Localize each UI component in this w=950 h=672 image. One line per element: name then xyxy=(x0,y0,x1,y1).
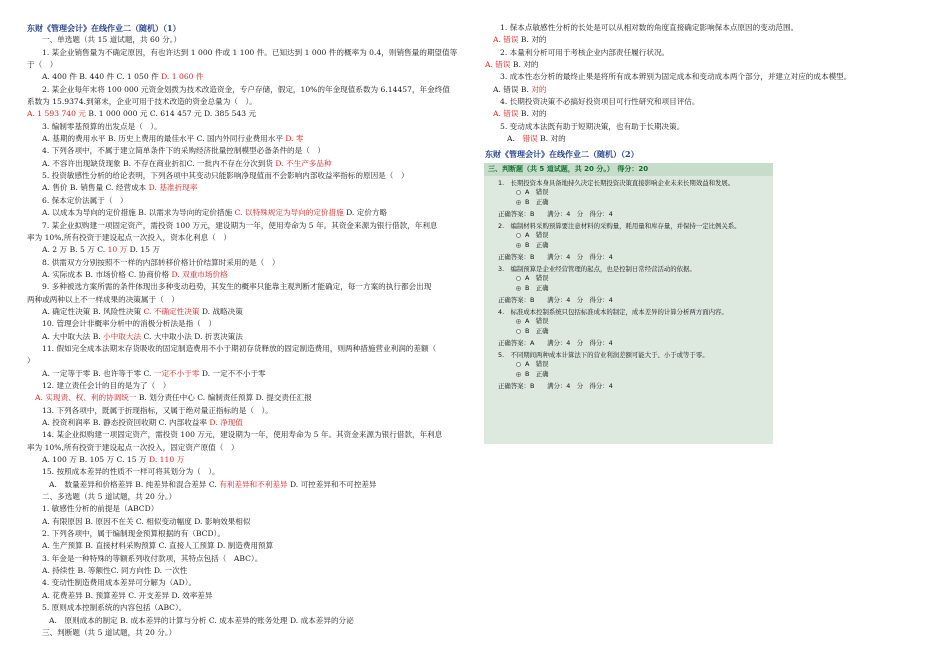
line-text: 12. 建立责任会计的目的是为了（ ） xyxy=(42,380,171,390)
text-line xyxy=(27,602,467,614)
line-text: A. 花费差异 B. 预算差异 C. 开支差异 D. 效率差异 xyxy=(42,590,213,600)
text-line xyxy=(27,318,467,330)
right-column xyxy=(485,22,905,161)
text-line xyxy=(27,503,467,515)
text-line xyxy=(27,34,467,46)
text-line xyxy=(485,108,905,120)
text-line xyxy=(27,121,467,133)
line-text: 率为 10%,所有投资于建设起点一次投入，固定资产原值（ ） xyxy=(27,442,239,452)
text-line xyxy=(485,47,905,59)
line-text: 1. 某企业销售量为不确定原因，有也许达到 1 000 件或 1 100 件。已知达到 1 000 件的概率为 0.4，则销售量的期望值等 xyxy=(42,47,458,57)
answer-highlight: A. 错误 xyxy=(493,109,519,119)
line-text: 三、判断题（共 5 道试题，共 20 分。） xyxy=(42,627,177,637)
line-text: A. 投资利润率 B. 静态投资回收期 C. 内部收益率 xyxy=(42,418,210,427)
text-line xyxy=(27,417,467,429)
line-text: 13. 下列各项中，既属于折现指标，又属于绝对量正指标的是（ ）。 xyxy=(42,405,273,415)
text-line xyxy=(27,244,467,256)
line-text: A. 实际成本 B. 市场价格 C. 协商价格 xyxy=(42,269,172,279)
answer-option-b[interactable] xyxy=(498,284,767,294)
question-text: 5. 不同期间两种成本计算法下的营业利润差额可能大于、小于或等于零。 xyxy=(498,351,709,359)
quiz-question xyxy=(484,219,773,262)
line-text-after: D. 战略决策 xyxy=(199,306,243,316)
answer-option-b[interactable] xyxy=(498,241,767,251)
answer-highlight: 对的 xyxy=(531,84,547,94)
line-text: A. 原则成本的制定 B. 成本差异的计算与分析 C. 成本差异的账务处理 D. 成本差异的分泌 xyxy=(49,615,354,625)
line-text: A. 错误 B. xyxy=(493,84,532,94)
quiz-question xyxy=(484,262,773,305)
line-text: 2. 某企业每年末将 100 000 元资金划拨为技术改造资金，专户存储，假定，10%的年金现值系数为 6.14457，年金终值 xyxy=(42,84,450,94)
line-text: 7. 某企业拟购建一项固定资产，需投资 100 万元，建设期为一年，使用寿命为 5 年。其资金来源为银行借款，年利息 xyxy=(42,220,438,230)
answer-option-a[interactable] xyxy=(498,274,767,284)
text-line xyxy=(27,306,467,318)
answer-option-a[interactable] xyxy=(498,317,767,327)
option-label: A 错误 xyxy=(525,231,549,239)
radio-button-icon[interactable] xyxy=(516,362,521,367)
text-line xyxy=(27,108,467,120)
text-line xyxy=(27,281,467,293)
line-text: 6. 保本定价法属于（ ） xyxy=(42,195,128,205)
answer-highlight: D. 净现值 xyxy=(209,418,243,427)
text-line xyxy=(27,96,467,108)
text-line xyxy=(27,540,467,552)
line-text: 10. 管理会计非概率分析中的消极分析法是指（ ） xyxy=(42,319,216,329)
correct-answer-line: 正确答案：B 满分：4 分 得分：4 xyxy=(498,253,613,261)
text-line xyxy=(27,331,467,343)
text-line xyxy=(27,47,467,59)
answer-highlight: A. 实现责、权、利的协调统一 xyxy=(35,393,137,403)
line-text: 于（ ） xyxy=(27,60,58,70)
answer-highlight: 错误 xyxy=(522,134,538,144)
text-line xyxy=(27,71,467,83)
text-line xyxy=(27,294,467,306)
text-line xyxy=(27,158,467,170)
line-text: 一、单选题（共 15 道试题，共 60 分。） xyxy=(42,35,182,45)
answer-highlight: A. 错误 xyxy=(485,60,511,70)
text-line xyxy=(27,170,467,182)
text-line xyxy=(27,343,467,355)
text-line xyxy=(27,257,467,269)
left-column xyxy=(27,22,467,639)
text-line xyxy=(27,232,467,244)
line-text: A. 100 万 B. 105 万 C. 15 万 xyxy=(42,455,150,465)
line-text-after: D. 15 万 xyxy=(127,245,160,255)
text-line xyxy=(485,96,905,108)
text-line xyxy=(27,454,467,466)
line-text: A. 2 万 B. 5 万 C. xyxy=(42,245,108,255)
line-text-after: D. 可控差异和不可控差异 xyxy=(287,479,377,489)
text-line xyxy=(27,577,467,589)
answer-highlight: C. 以特殊规定为导向的定价措施 xyxy=(234,208,344,218)
correct-answer-line: 正确答案：B 满分：4 分 得分：4 xyxy=(498,382,613,390)
answer-option-a[interactable] xyxy=(498,188,767,198)
line-text: 11. 假如完全成本法期末存货吸收的固定制造费用不小于期初存货释放的固定制造费用，则两种措施营业利润的差额（ xyxy=(42,343,437,353)
text-line xyxy=(27,627,467,639)
answer-highlight: D. 双重市场价格 xyxy=(171,269,228,279)
text-line xyxy=(27,269,467,281)
answer-option-b[interactable] xyxy=(498,370,767,380)
line-text: 15. 按照成本差异的性质不一样可将其划分为（ ）。 xyxy=(42,467,220,477)
line-text: A. 大中取大法 B. xyxy=(42,331,104,341)
line-text: 4. 下列各项中，不属于建立简单条件下的采购经济批量控制模型必备条件的是（ ） xyxy=(42,146,326,156)
text-line xyxy=(485,59,905,71)
radio-button-icon[interactable] xyxy=(516,372,521,377)
document-title-2: 东财《管理会计》在线作业二（随机）（2） xyxy=(485,149,639,160)
question-text: 2. 编制材料采购预算要注意材料的采购量，耗用量和库存量，并保持一定比例关系。 xyxy=(498,222,741,230)
radio-button-icon[interactable] xyxy=(516,190,521,195)
quiz-question xyxy=(484,305,773,348)
answer-highlight: 一定不小于零 xyxy=(153,368,200,378)
answer-highlight: A. 错误 xyxy=(493,35,519,45)
radio-button-icon[interactable] xyxy=(516,276,521,281)
answer-highlight: 有利差异和不利差异 xyxy=(219,479,288,489)
quiz-panel-header: 三、判断题（共 5 道试题，共 20 分。） 得分：20 xyxy=(484,163,773,176)
text-line xyxy=(485,133,905,145)
line-text: A. 持续性 B. 等额性C. 同方向性 D. 一次性 xyxy=(42,566,188,576)
option-label: B 正确 xyxy=(525,240,549,249)
answer-option-a[interactable] xyxy=(498,231,767,241)
answer-highlight: D. 1 060 件 xyxy=(161,72,204,82)
line-text: 2. 下列各项中，属于编制现金预算根据的有（BCD）。 xyxy=(42,529,225,539)
line-text: A. 有限原因 B. 原因不在关 C. 相似变动幅度 D. 影响效果相似 xyxy=(42,516,251,526)
text-line xyxy=(27,491,467,503)
line-text: 3. 年金是一种特殊的等额系列收付款项，其特点包括（ ABC）。 xyxy=(42,553,263,563)
answer-highlight: D. 不生产多品种 xyxy=(275,158,332,168)
text-line xyxy=(27,442,467,454)
text-line xyxy=(27,565,467,577)
line-text: B. 划分责任中心 C. 编制责任预算 D. 提交责任汇报 xyxy=(136,393,312,403)
text-line xyxy=(485,71,905,83)
text-line xyxy=(27,380,467,392)
quiz-question xyxy=(484,348,773,391)
correct-answer-line: 正确答案：A 满分：4 分 得分：4 xyxy=(498,339,613,347)
option-label: B 正确 xyxy=(525,283,549,292)
answer-highlight: D. 基准折现率 xyxy=(148,183,198,193)
option-label: B 正确 xyxy=(525,197,549,206)
question-text: 1. 长期投资本身具备地持久决定长期投资决策直接影响企业未来长期效益和发展。 xyxy=(498,179,735,187)
text-line xyxy=(27,392,467,404)
line-text: B. 对的 xyxy=(518,109,547,119)
correct-answer-line: 正确答案：B 满分：4 分 得分：4 xyxy=(498,210,613,218)
text-line xyxy=(485,22,905,34)
line-text: B. 对的 xyxy=(510,60,539,70)
answer-highlight: C. 不确定性决策 xyxy=(143,306,200,316)
line-text: 5. 变动成本法既有助于短期决策，也有助于长期决策。 xyxy=(500,121,685,131)
line-text: 8. 供需双方分别按照不一样的内部转移价格计价结算时采用的是（ ） xyxy=(42,257,280,267)
line-text: A. xyxy=(507,134,523,144)
text-line xyxy=(485,84,905,96)
answer-option-b[interactable] xyxy=(498,198,767,208)
line-text: 5. 原则成本控制系统的内容包括（ABC）。 xyxy=(42,603,187,613)
text-line xyxy=(27,59,467,71)
option-label: A 错误 xyxy=(525,360,549,368)
line-text: A. 生产预算 B. 直接材料采购预算 C. 直接人工预算 D. 制造费用预算 xyxy=(42,541,274,551)
line-text: 二、多选题（共 5 道试题，共 20 分。） xyxy=(42,492,177,502)
text-line xyxy=(27,590,467,602)
text-line xyxy=(27,429,467,441)
line-text: 5. 投资敏感性分析的给论表明，下列各项中其变动只能影响净现值而不会影响内部收益率指标的原因是（ ） xyxy=(42,171,409,181)
option-label: A 错误 xyxy=(525,274,549,282)
answer-highlight: A. 1 593 740 元 xyxy=(27,109,86,119)
line-text: 1. 敏感性分析的前提是（ABCD） xyxy=(42,504,159,514)
answer-highlight: 10 万 xyxy=(107,245,128,255)
text-line xyxy=(27,195,467,207)
correct-answer-line: 正确答案：B 满分：4 分 得分：4 xyxy=(498,296,613,304)
line-text-after: B. 对的 xyxy=(537,134,566,144)
quiz-screenshot-panel xyxy=(484,163,773,444)
line-text: B. 1 000 000 元 C. 614 457 元 D. 385 543 元 xyxy=(85,109,257,119)
line-text: 两种或两种以上不一样成果的决策属于（ ） xyxy=(27,294,179,304)
line-text: B. 对的 xyxy=(518,35,547,45)
line-text: 系数为 15.9374.到第末，企业可用于技术改造的资金总量为（ ）。 xyxy=(27,97,257,107)
line-text: 9. 多种被选方案所需的条件体现出多种变动趋势，其发生的概率只能靠主观判断才能确定，每一方案的执行都会出现 xyxy=(42,282,432,292)
option-label: B 正确 xyxy=(525,326,549,335)
text-line xyxy=(485,121,905,133)
answer-highlight: D. 零 xyxy=(285,134,304,144)
line-text: 2. 本量利分析可用于考核企业内部责任履行状况。 xyxy=(500,47,670,57)
radio-button-icon[interactable] xyxy=(516,286,521,291)
text-line xyxy=(27,182,467,194)
line-text: A. 售价 B. 销售量 C. 经营成本 xyxy=(42,183,149,193)
radio-button-icon[interactable] xyxy=(516,243,521,248)
line-text: 4. 长期投资决策不必搞好投资项目可行性研究和项目评估。 xyxy=(500,97,700,107)
line-text: A. 以成本为导向的定价措施 B. 以需求为导向的定价措施 xyxy=(42,208,235,218)
line-text: 3. 成本性态分析的最终止果是将所有成本辨别为固定成本和变动成本两个部分，并建立对应的成本模型。 xyxy=(500,72,852,82)
radio-button-icon[interactable] xyxy=(516,329,521,334)
line-text: A. 确定性决策 B. 风险性决策 xyxy=(42,306,144,316)
text-line xyxy=(27,528,467,540)
radio-button-icon[interactable] xyxy=(516,200,521,205)
option-label: B 正确 xyxy=(525,369,549,378)
text-line xyxy=(485,34,905,46)
line-text: A. 基期的费用水平 B. 历史上费用的最佳水平 C. 国内外同行业费用水平 xyxy=(42,134,286,144)
text-line xyxy=(27,479,467,491)
line-text: A. 数量差异和价格差异 B. 纯差异和混合差异 C. xyxy=(49,479,220,489)
text-line xyxy=(27,553,467,565)
text-line xyxy=(27,368,467,380)
line-text: 3. 编制零基预算的出发点是（ ）。 xyxy=(42,121,162,131)
text-line xyxy=(27,615,467,627)
line-text-after: D. 定价方略 xyxy=(343,208,388,218)
radio-button-icon[interactable] xyxy=(516,319,521,324)
text-line xyxy=(27,516,467,528)
answer-option-a[interactable] xyxy=(498,360,767,370)
line-text: 4. 变动性制造费用成本差异可分解为（AD）。 xyxy=(42,578,197,588)
option-label: A 错误 xyxy=(525,317,549,325)
question-text: 3. 编制预算是企业经营管理的起点，也是控制日常经营活动的依据。 xyxy=(498,265,696,273)
text-line xyxy=(27,355,467,367)
line-text: 1. 保本点敏感性分析的长处是可以从相对数的角度直接确定影响保本点原因的变动范围。 xyxy=(500,23,799,32)
question-text: 4. 标准成本控制系统只包括标准成本的制定，成本差异的计算分析两方面内容。 xyxy=(498,308,728,316)
line-text: A. 一定等于零 B. 也许等于零 C. xyxy=(42,368,154,378)
answer-option-b[interactable] xyxy=(498,327,767,337)
text-line xyxy=(27,84,467,96)
line-text-after: C. 大中取小法 D. 折衷决策法 xyxy=(141,331,243,341)
text-line xyxy=(27,207,467,219)
text-line xyxy=(27,145,467,157)
line-text: A. 400 件 B. 440 件 C. 1 050 件 xyxy=(42,72,162,82)
answer-highlight: D. 110 万 xyxy=(149,455,185,465)
quiz-question xyxy=(484,176,773,219)
radio-button-icon[interactable] xyxy=(516,233,521,238)
text-line xyxy=(27,133,467,145)
line-text-after: D. 一定不不小于零 xyxy=(199,368,266,378)
line-text: A. 不容许出现缺货现象 B. 不存在商业折扣C. 一批内不存在分次到货 xyxy=(42,158,276,168)
text-line xyxy=(27,220,467,232)
document-title-1: 东财《管理会计》在线作业二（随机）（1） xyxy=(27,23,181,33)
answer-highlight: 小中取大法 xyxy=(103,331,142,341)
line-text: 14. 某企业拟购建一项固定资产，需投资 100 万元，建设期为一年，使用寿命为 5 年。其资金来源为银行借款，年利息 xyxy=(42,430,443,440)
line-text: ） xyxy=(27,356,35,366)
line-text: 率为 10%,所有投资于建设起点一次投入，资本化利息（ ） xyxy=(27,232,231,242)
option-label: A 错误 xyxy=(525,188,549,196)
text-line xyxy=(27,466,467,478)
text-line xyxy=(27,405,467,417)
